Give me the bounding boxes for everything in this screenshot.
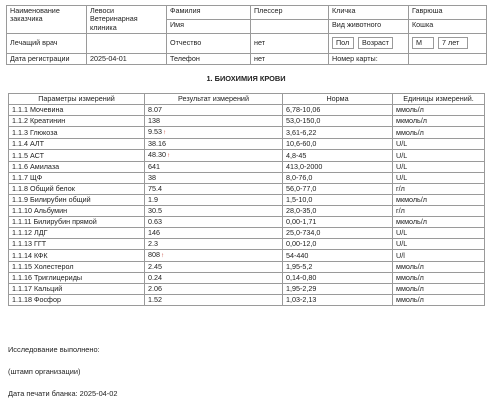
result-value: 2.45: [148, 262, 162, 271]
sex-label: Пол: [332, 37, 354, 49]
norm-cell: 1,03-2,13: [283, 295, 393, 306]
name-label: Имя: [167, 19, 251, 33]
result-cell: [145, 295, 283, 306]
unit-cell: U/L: [393, 239, 485, 250]
param-cell: 1.1.3 Глюкоза: [9, 127, 145, 139]
param-cell: 1.1.15 Холестерол: [9, 262, 145, 273]
table-row: [9, 273, 485, 284]
result-cell: [145, 184, 283, 195]
param-cell: 1.1.8 Общий белок: [9, 184, 145, 195]
doctor-label: Лечащий врач: [7, 33, 87, 53]
table-row: [9, 162, 485, 173]
high-flag-icon: ↑: [161, 253, 164, 259]
patronymic-value: нет: [251, 33, 329, 53]
column-header: Параметры измерений: [9, 94, 145, 105]
param-cell: 1.1.17 Кальций: [9, 284, 145, 295]
result-value: 0.24: [148, 273, 162, 282]
norm-cell: 25,0-734,0: [283, 228, 393, 239]
unit-cell: U/L: [393, 150, 485, 162]
result-value: 48.30: [148, 150, 166, 159]
surname-label: Фамилия: [167, 6, 251, 20]
unit-cell: ммоль/л: [393, 273, 485, 284]
table-row: [9, 127, 485, 139]
result-cell: [145, 173, 283, 184]
table-row: [9, 295, 485, 306]
surname-value: Плессер: [251, 6, 329, 20]
param-cell: 1.1.2 Креатинин: [9, 116, 145, 127]
table-row: [9, 284, 485, 295]
param-cell: 1.1.7 ЩФ: [9, 173, 145, 184]
sex-age-labels: [329, 33, 409, 53]
unit-cell: U/l: [393, 250, 485, 262]
result-value: 8.07: [148, 105, 162, 114]
param-cell: 1.1.1 Мочевина: [9, 105, 145, 116]
result-cell: [145, 150, 283, 162]
result-cell: [145, 116, 283, 127]
table-row: [9, 173, 485, 184]
result-cell: [145, 239, 283, 250]
norm-cell: 1,95-2,29: [283, 284, 393, 295]
customer-value: Левоси Ветеринарная клиника: [87, 6, 167, 34]
result-value: 75.4: [148, 184, 162, 193]
stamp-label: (штамп организации): [8, 367, 81, 376]
table-row: [9, 239, 485, 250]
result-value: 808: [148, 250, 160, 259]
table-row: [9, 228, 485, 239]
sex-age-values: [409, 33, 487, 53]
norm-cell: 0,00-12,0: [283, 239, 393, 250]
phone-value: нет: [251, 53, 329, 64]
table-row: [9, 206, 485, 217]
norm-cell: 28,0-35,0: [283, 206, 393, 217]
unit-cell: г/л: [393, 206, 485, 217]
result-value: 9.53: [148, 127, 162, 136]
result-value: 30.5: [148, 206, 162, 215]
param-cell: 1.1.18 Фосфор: [9, 295, 145, 306]
results-header-row: [9, 94, 485, 105]
norm-cell: 53,0-150,0: [283, 116, 393, 127]
result-cell: [145, 228, 283, 239]
reg-date-label: Дата регистрации: [7, 53, 87, 64]
high-flag-icon: ↑: [163, 130, 166, 136]
patient-header-table: [6, 5, 487, 65]
param-cell: 1.1.6 Амилаза: [9, 162, 145, 173]
param-cell: 1.1.5 АСТ: [9, 150, 145, 162]
result-cell: [145, 217, 283, 228]
patronymic-label: Отчество: [167, 33, 251, 53]
column-header: Единицы измерений.: [393, 94, 485, 105]
param-cell: 1.1.4 АЛТ: [9, 139, 145, 150]
result-cell: [145, 195, 283, 206]
sex-value: М: [412, 37, 434, 49]
result-cell: [145, 250, 283, 262]
unit-cell: ммоль/л: [393, 262, 485, 273]
table-row: [9, 150, 485, 162]
norm-cell: 56,0-77,0: [283, 184, 393, 195]
species-value: Кошка: [409, 19, 487, 33]
card-label: Номер карты:: [329, 53, 409, 64]
table-row: [9, 217, 485, 228]
norm-cell: 1,95-5,2: [283, 262, 393, 273]
result-cell: [145, 284, 283, 295]
param-cell: 1.1.14 КФК: [9, 250, 145, 262]
unit-cell: мкмоль/л: [393, 217, 485, 228]
param-cell: 1.1.9 Билирубин общий: [9, 195, 145, 206]
result-cell: [145, 127, 283, 139]
result-value: 146: [148, 228, 160, 237]
unit-cell: U/L: [393, 173, 485, 184]
doctor-value: [87, 33, 167, 53]
result-value: 38: [148, 173, 156, 182]
result-cell: [145, 162, 283, 173]
unit-cell: г/л: [393, 184, 485, 195]
table-row: [9, 139, 485, 150]
nickname-label: Кличка: [329, 6, 409, 20]
column-header: Норма: [283, 94, 393, 105]
age-label: Возраст: [358, 37, 393, 49]
card-value: [409, 53, 487, 64]
result-value: 2.06: [148, 284, 162, 293]
unit-cell: ммоль/л: [393, 284, 485, 295]
result-cell: [145, 273, 283, 284]
table-row: [9, 250, 485, 262]
norm-cell: 6,78-10,06: [283, 105, 393, 116]
high-flag-icon: ↑: [167, 153, 170, 159]
done-label: Исследование выполнено:: [8, 345, 100, 354]
result-value: 1.52: [148, 295, 162, 304]
table-row: [9, 262, 485, 273]
norm-cell: 3,61-6,22: [283, 127, 393, 139]
norm-cell: 413,0-2000: [283, 162, 393, 173]
result-value: 138: [148, 116, 160, 125]
phone-label: Телефон: [167, 53, 251, 64]
unit-cell: ммоль/л: [393, 127, 485, 139]
unit-cell: U/L: [393, 139, 485, 150]
param-cell: 1.1.13 ГГТ: [9, 239, 145, 250]
norm-cell: 1,5-10,0: [283, 195, 393, 206]
result-value: 0.63: [148, 217, 162, 226]
print-date-label: Дата печати бланка: 2025-04-02: [8, 389, 118, 398]
table-row: [9, 105, 485, 116]
age-value: 7 лет: [438, 37, 468, 49]
results-table: [8, 93, 485, 306]
norm-cell: 0,14-0,80: [283, 273, 393, 284]
column-header: Результат измерений: [145, 94, 283, 105]
norm-cell: 8,0-76,0: [283, 173, 393, 184]
result-cell: [145, 139, 283, 150]
table-row: [9, 116, 485, 127]
section-title: 1. БИОХИМИЯ КРОВИ: [206, 74, 286, 83]
param-cell: 1.1.11 Билирубин прямой: [9, 217, 145, 228]
reg-date-value: 2025-04-01: [87, 53, 167, 64]
result-cell: [145, 206, 283, 217]
customer-label: Наименование заказчика: [7, 6, 87, 34]
unit-cell: мкмоль/л: [393, 116, 485, 127]
unit-cell: ммоль/л: [393, 295, 485, 306]
result-value: 2.3: [148, 239, 158, 248]
unit-cell: ммоль/л: [393, 105, 485, 116]
unit-cell: мкмоль/л: [393, 195, 485, 206]
table-row: [9, 184, 485, 195]
result-value: 1.9: [148, 195, 158, 204]
norm-cell: 54-440: [283, 250, 393, 262]
species-label: Вид животного: [329, 19, 409, 33]
param-cell: 1.1.16 Триглицериды: [9, 273, 145, 284]
result-cell: [145, 262, 283, 273]
results-body: [9, 105, 485, 306]
norm-cell: 0,00-1,71: [283, 217, 393, 228]
result-value: 38.16: [148, 139, 166, 148]
nickname-value: Гаврюша: [409, 6, 487, 20]
name-value: [251, 19, 329, 33]
norm-cell: 4,8-45: [283, 150, 393, 162]
result-value: 641: [148, 162, 160, 171]
unit-cell: U/L: [393, 162, 485, 173]
unit-cell: U/L: [393, 228, 485, 239]
norm-cell: 10,6-60,0: [283, 139, 393, 150]
param-cell: 1.1.10 Альбумин: [9, 206, 145, 217]
table-row: [9, 195, 485, 206]
param-cell: 1.1.12 ЛДГ: [9, 228, 145, 239]
result-cell: [145, 105, 283, 116]
